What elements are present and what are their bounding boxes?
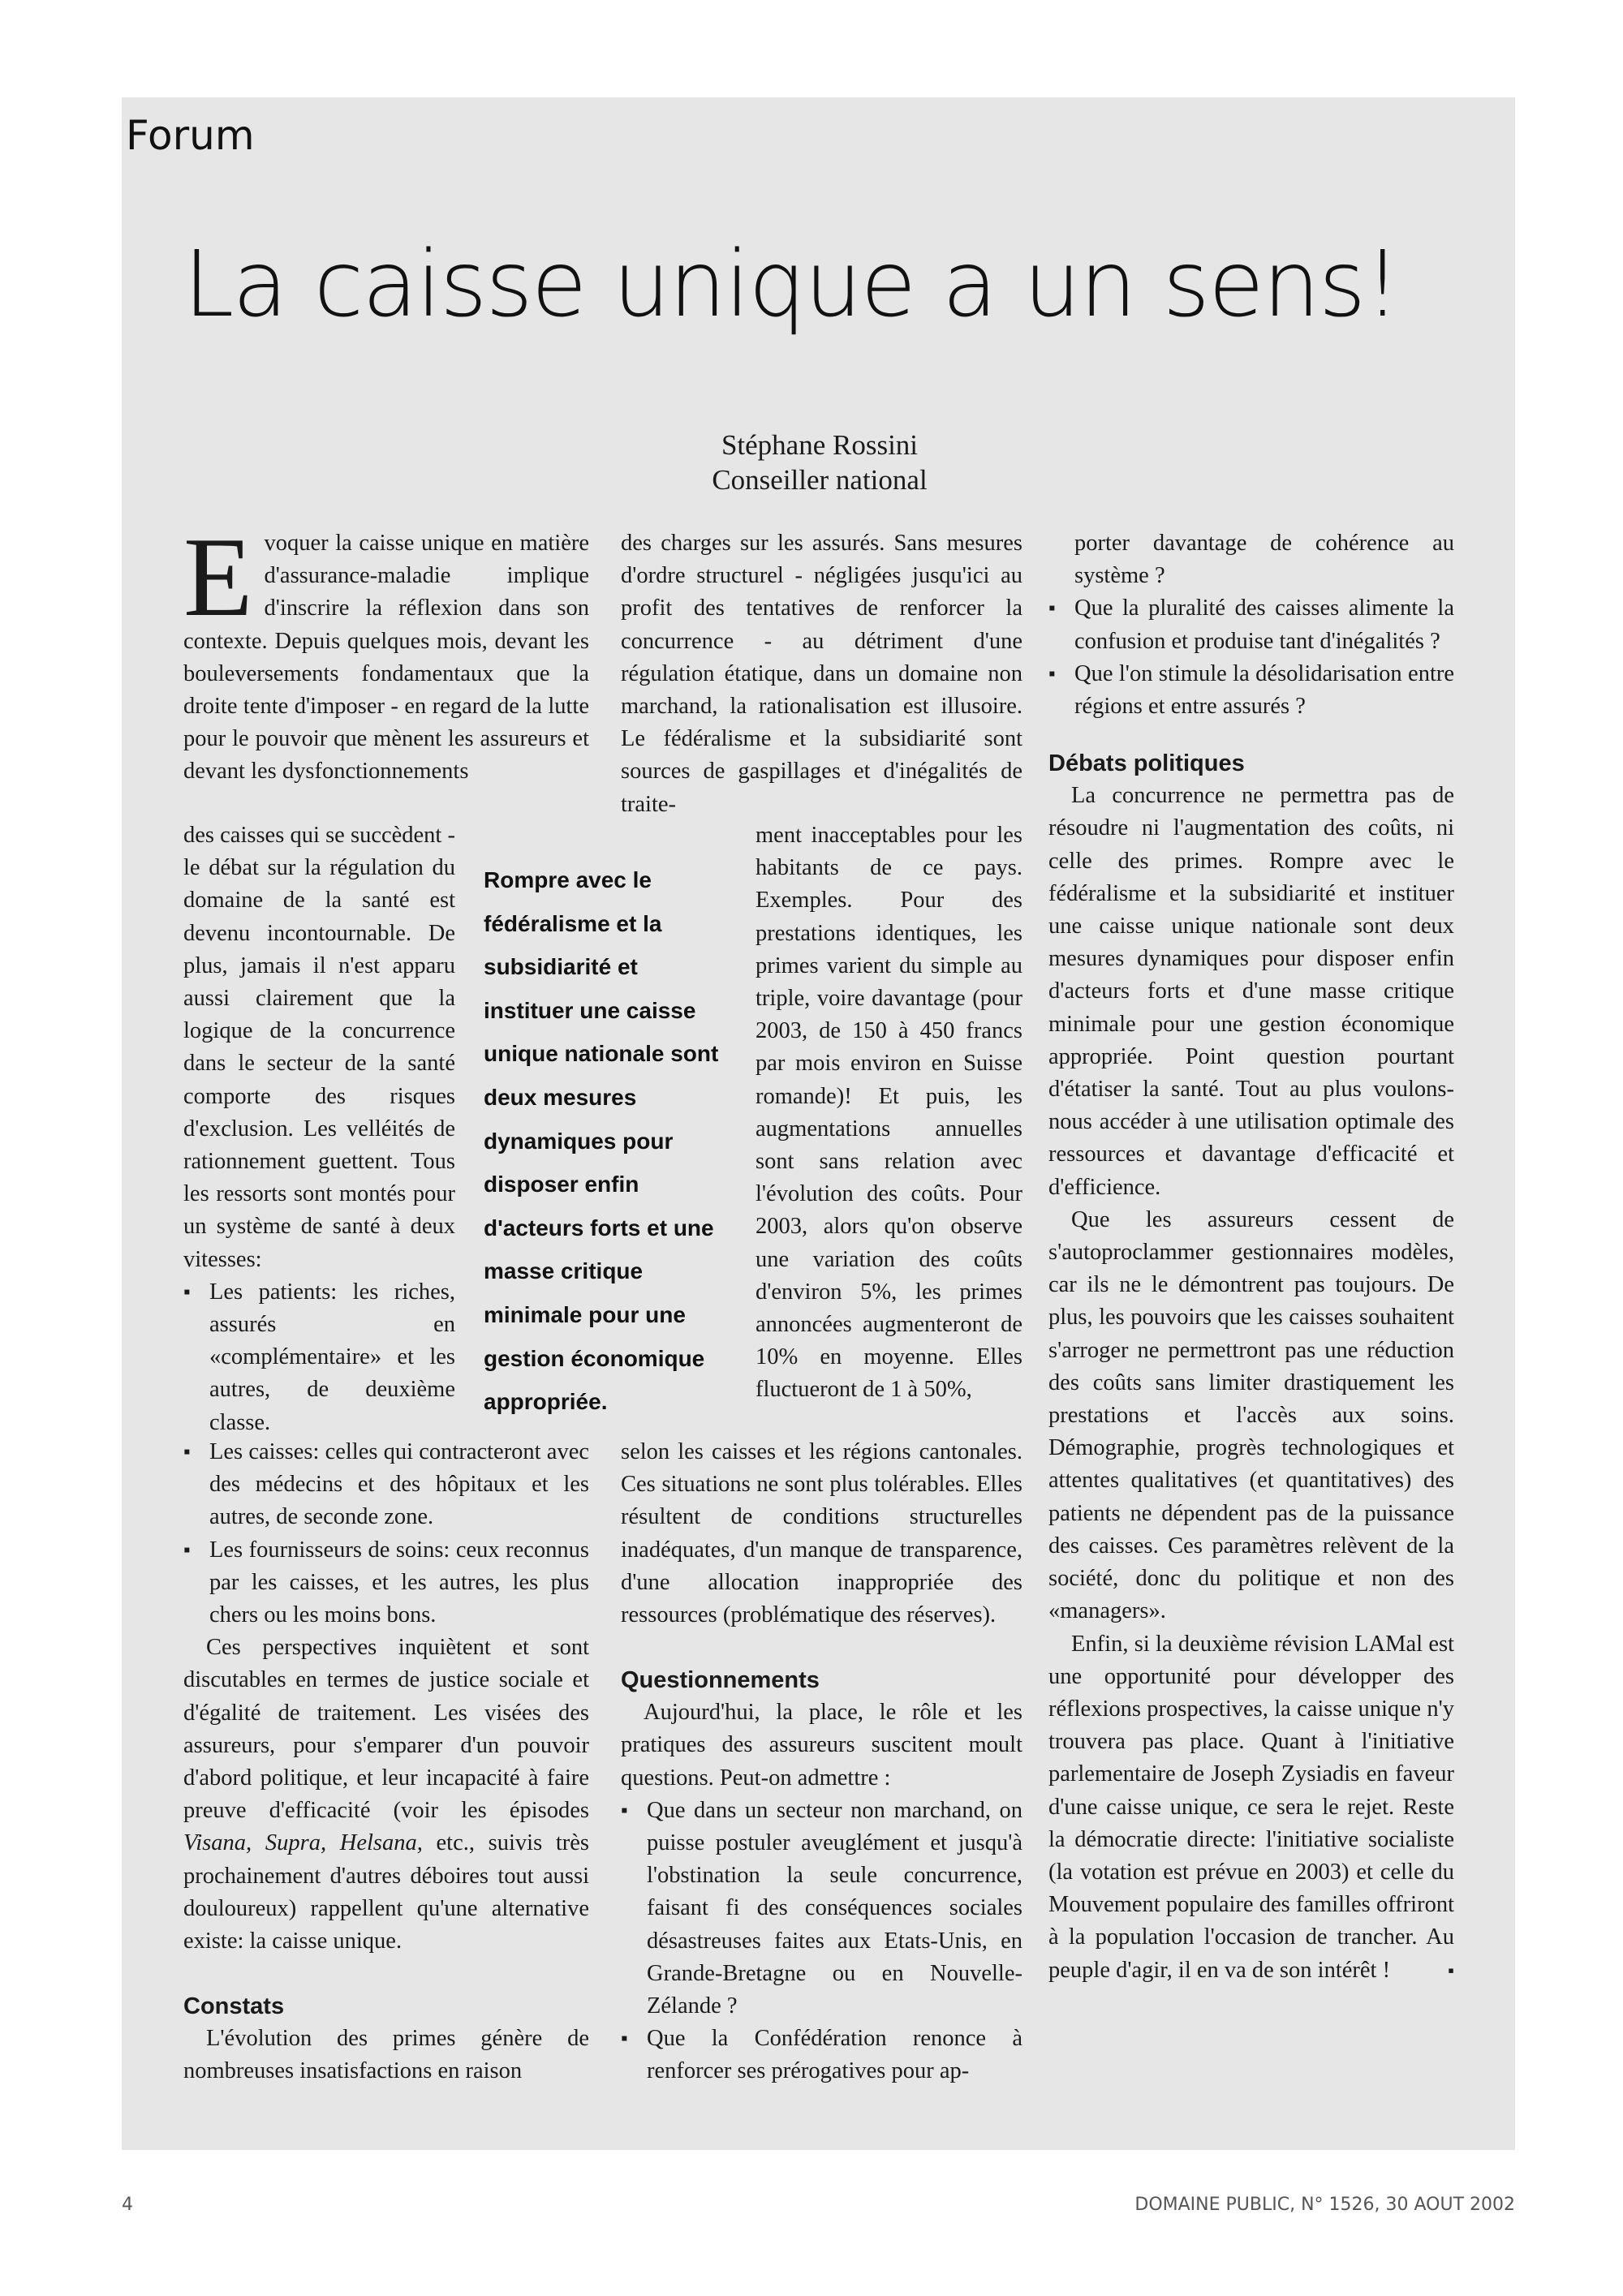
section-heading: Questionnements [621,1667,820,1694]
column-1-narrow [183,819,455,1439]
episodes-italic: Visana, Supra, Helsana, [183,1830,423,1856]
bullet-list [1048,592,1454,723]
intro-paragraph [183,514,589,789]
list-item: ▪ Que dans un secteur non marchand, on puisse postuler aveuglément et jusqu'à l'obstination la seule concurrence, faisant fi des conséquences sociales désastreuses faites aux Etats-Unis, en Grande-Bretagne ou en Nouvelle-Zélande ? [621,1795,1022,2023]
bullet-list [183,1276,455,1439]
intro-text: voquer la caisse unique en matière d'assurance-maladie implique d'inscrire la réflexion dans son contexte. Depuis quelques mois, devant les bouleversements fondamentaux que la droite tente d'imposer - en regard de la lutte pour le pouvoir que mènent les assureurs et devant les dysfonctionnements [183,531,589,785]
bullet-list [621,1795,1022,2088]
section-heading: Débats politiques [1048,750,1245,777]
list-item: ▪ Les patients: les riches, assurés en «complémentaire» et les autres, de deuxième classe. [183,1276,455,1439]
issue-info: DOMAINE PUBLIC, N° 1526, 30 AOUT 2002 [1134,2195,1515,2215]
byline-author: Stéphane Rossini [721,429,919,461]
section-label: Forum [126,112,255,159]
paragraph [183,1632,589,1958]
list-item: ▪ Les fournisseurs de soins: ceux reconnus par les caisses, et les autres, les plus chers ou les moins bons. [183,1534,589,1632]
column-2-narrow [756,819,1022,1407]
paragraph-text: Enfin, si la deuxième révision LAMal est une opportunité pour développer des réflexions prospectives, la caisse unique n'y trouvera pas place. Quant à l'initiative parlementaire de Joseph Zysiadis en faveur d'une caisse unique, ce sera le rejet. Reste la démocratie directe: l'initiative socialiste (la votation est prévue en 2003) et celle du Mouvement populaire des familles offriront à la population l'occasion de trancher. Au peuple d'agir, il en va de son intérêt ! [1048,1631,1454,1983]
paragraph-text: Ces perspectives inquiètent et sont discutables en termes de justice sociale et d'égalité de traitement. Les visées des assureurs, pour s'emparer d'un pouvoir d'abord politique, et leur incapacité à faire preuve d'efficacité (voir les épisodes [183,1635,589,1824]
headline: La caisse unique a un sens! [183,232,1400,338]
paragraph: La concurrence ne permettra pas de résoudre ni l'augmentation des coûts, ni celle des primes. Rompre avec le fédéralisme et la subsidiarité et instituer une caisse unique nationale sont deux mesures dynamiques pour disposer enfin d'acteurs forts et d'une masse critique minimale pour une gestion économique appropriée. Point question pourtant d'étatiser la santé. Tout au plus voulons-nous accéder à une utilisation optimale des ressources et davantage d'efficacité et d'efficience. [1048,783,1454,1200]
column-1-bottom [183,1436,589,2088]
list-item: ▪ Que l'on stimule la désolidarisation entre régions et entre assurés ? [1048,658,1454,723]
page-number: 4 [122,2195,133,2215]
column-2-top [621,527,1022,821]
drop-cap: E [183,514,253,640]
paragraph: porter davantage de cohérence au système ? [1074,531,1454,589]
paragraph: Aujourd'hui, la place, le rôle et les pratiques des assureurs suscitent moult questions. Peut-on admettre : [621,1700,1022,1791]
paragraph [1048,1628,1454,1987]
byline-role: Conseiller national [712,464,928,496]
column-2-bottom [621,1436,1022,2088]
list-item: ▪ Que la pluralité des caisses alimente la confusion et produise tant d'inégalités ? [1048,592,1454,657]
paragraph: des charges sur les assurés. Sans mesures d'ordre structurel - négligées jusqu'ici au profit des tentatives de renforcer la concurrence - au détriment d'une régulation étatique, dans un domaine non marchand, la rationalisation est illusoire. Le fédéralisme et la subsidiarité sont sources de gaspillages et d'inégalités de traite- [621,531,1022,817]
list-item: ▪ Que la Confédération renonce à renforcer ses prérogatives pour ap- [621,2023,1022,2087]
pull-quote: Rompre avec le fédéralisme et la subsidiarité et instituer une caisse unique nationale sont deux mesures dynamiques pour disposer enfin d'acteurs forts et une masse critique minimale pour une gestion économique appropriée. [484,867,719,1415]
column-1-top [183,514,589,789]
paragraph: Que les assureurs cessent de s'autoproclammer gestionnaires modèles, car ils ne le démontrent pas toujours. De plus, les pouvoirs que les caisses souhaitent s'arroger ne permettront pas une réduction des coûts sans limiter drastiquement les prestations et l'accès aux soins. Démographie, progrès technologiques et attentes qualitatives (et quantitatives) des patients ne dépendent pas de la puissance des caisses. Ces paramètres relèvent de la société, donc du politique et non des «managers». [1048,1206,1454,1624]
end-mark-icon: ▪ [1448,1959,1454,1980]
list-item: ▪ Les caisses: celles qui contracteront avec des médecins et des hôpitaux et les autres, de seconde zone. [183,1436,589,1534]
paragraph: selon les caisses et les régions cantonales. Ces situations ne sont plus tolérables. Elles résultent de conditions structurelles inadéquates, d'un manque de transparence, d'une allocation inappropriée des ressources (problématique des réserves). [621,1439,1022,1628]
paragraph: ment inacceptables pour les habitants de ce pays. Exemples. Pour des prestations identiques, les primes varient du simple au triple, voire davantage (pour 2003, de 150 à 450 francs par mois environ en Suisse romande)! Et puis, les augmentations annuelles sont sans relation avec l'évolution des coûts. Pour 2003, alors qu'on observe une variation des coûts d'environ 5%, les primes annoncées augmenteront de 10% en moyenne. Elles fluctueront de 1 à 50%, [756,823,1022,1403]
narrow-text: des caisses qui se succèdent - le débat sur la régulation du domaine de la santé est devenu incontournable. De plus, jamais il n'est apparu aussi clairement que la logique de la concurrence dans le secteur de la santé comporte des risques d'exclusion. Les velléités de rationnement guettent. Tous les ressorts sont montés pour un système de santé à deux vitesses: [183,823,455,1272]
paragraph: L'évolution des primes génère de nombreuses insatisfactions en raison [183,2026,589,2084]
section-heading: Constats [183,1993,285,2020]
column-3 [1048,527,1454,1987]
byline [617,428,1022,497]
bullet-list [183,1436,589,1632]
paragraph-text: etc., suivis très prochainement d'autres déboires tout aussi douloureux) rappellent qu'une alternative existe: la caisse unique. [183,1830,590,1954]
